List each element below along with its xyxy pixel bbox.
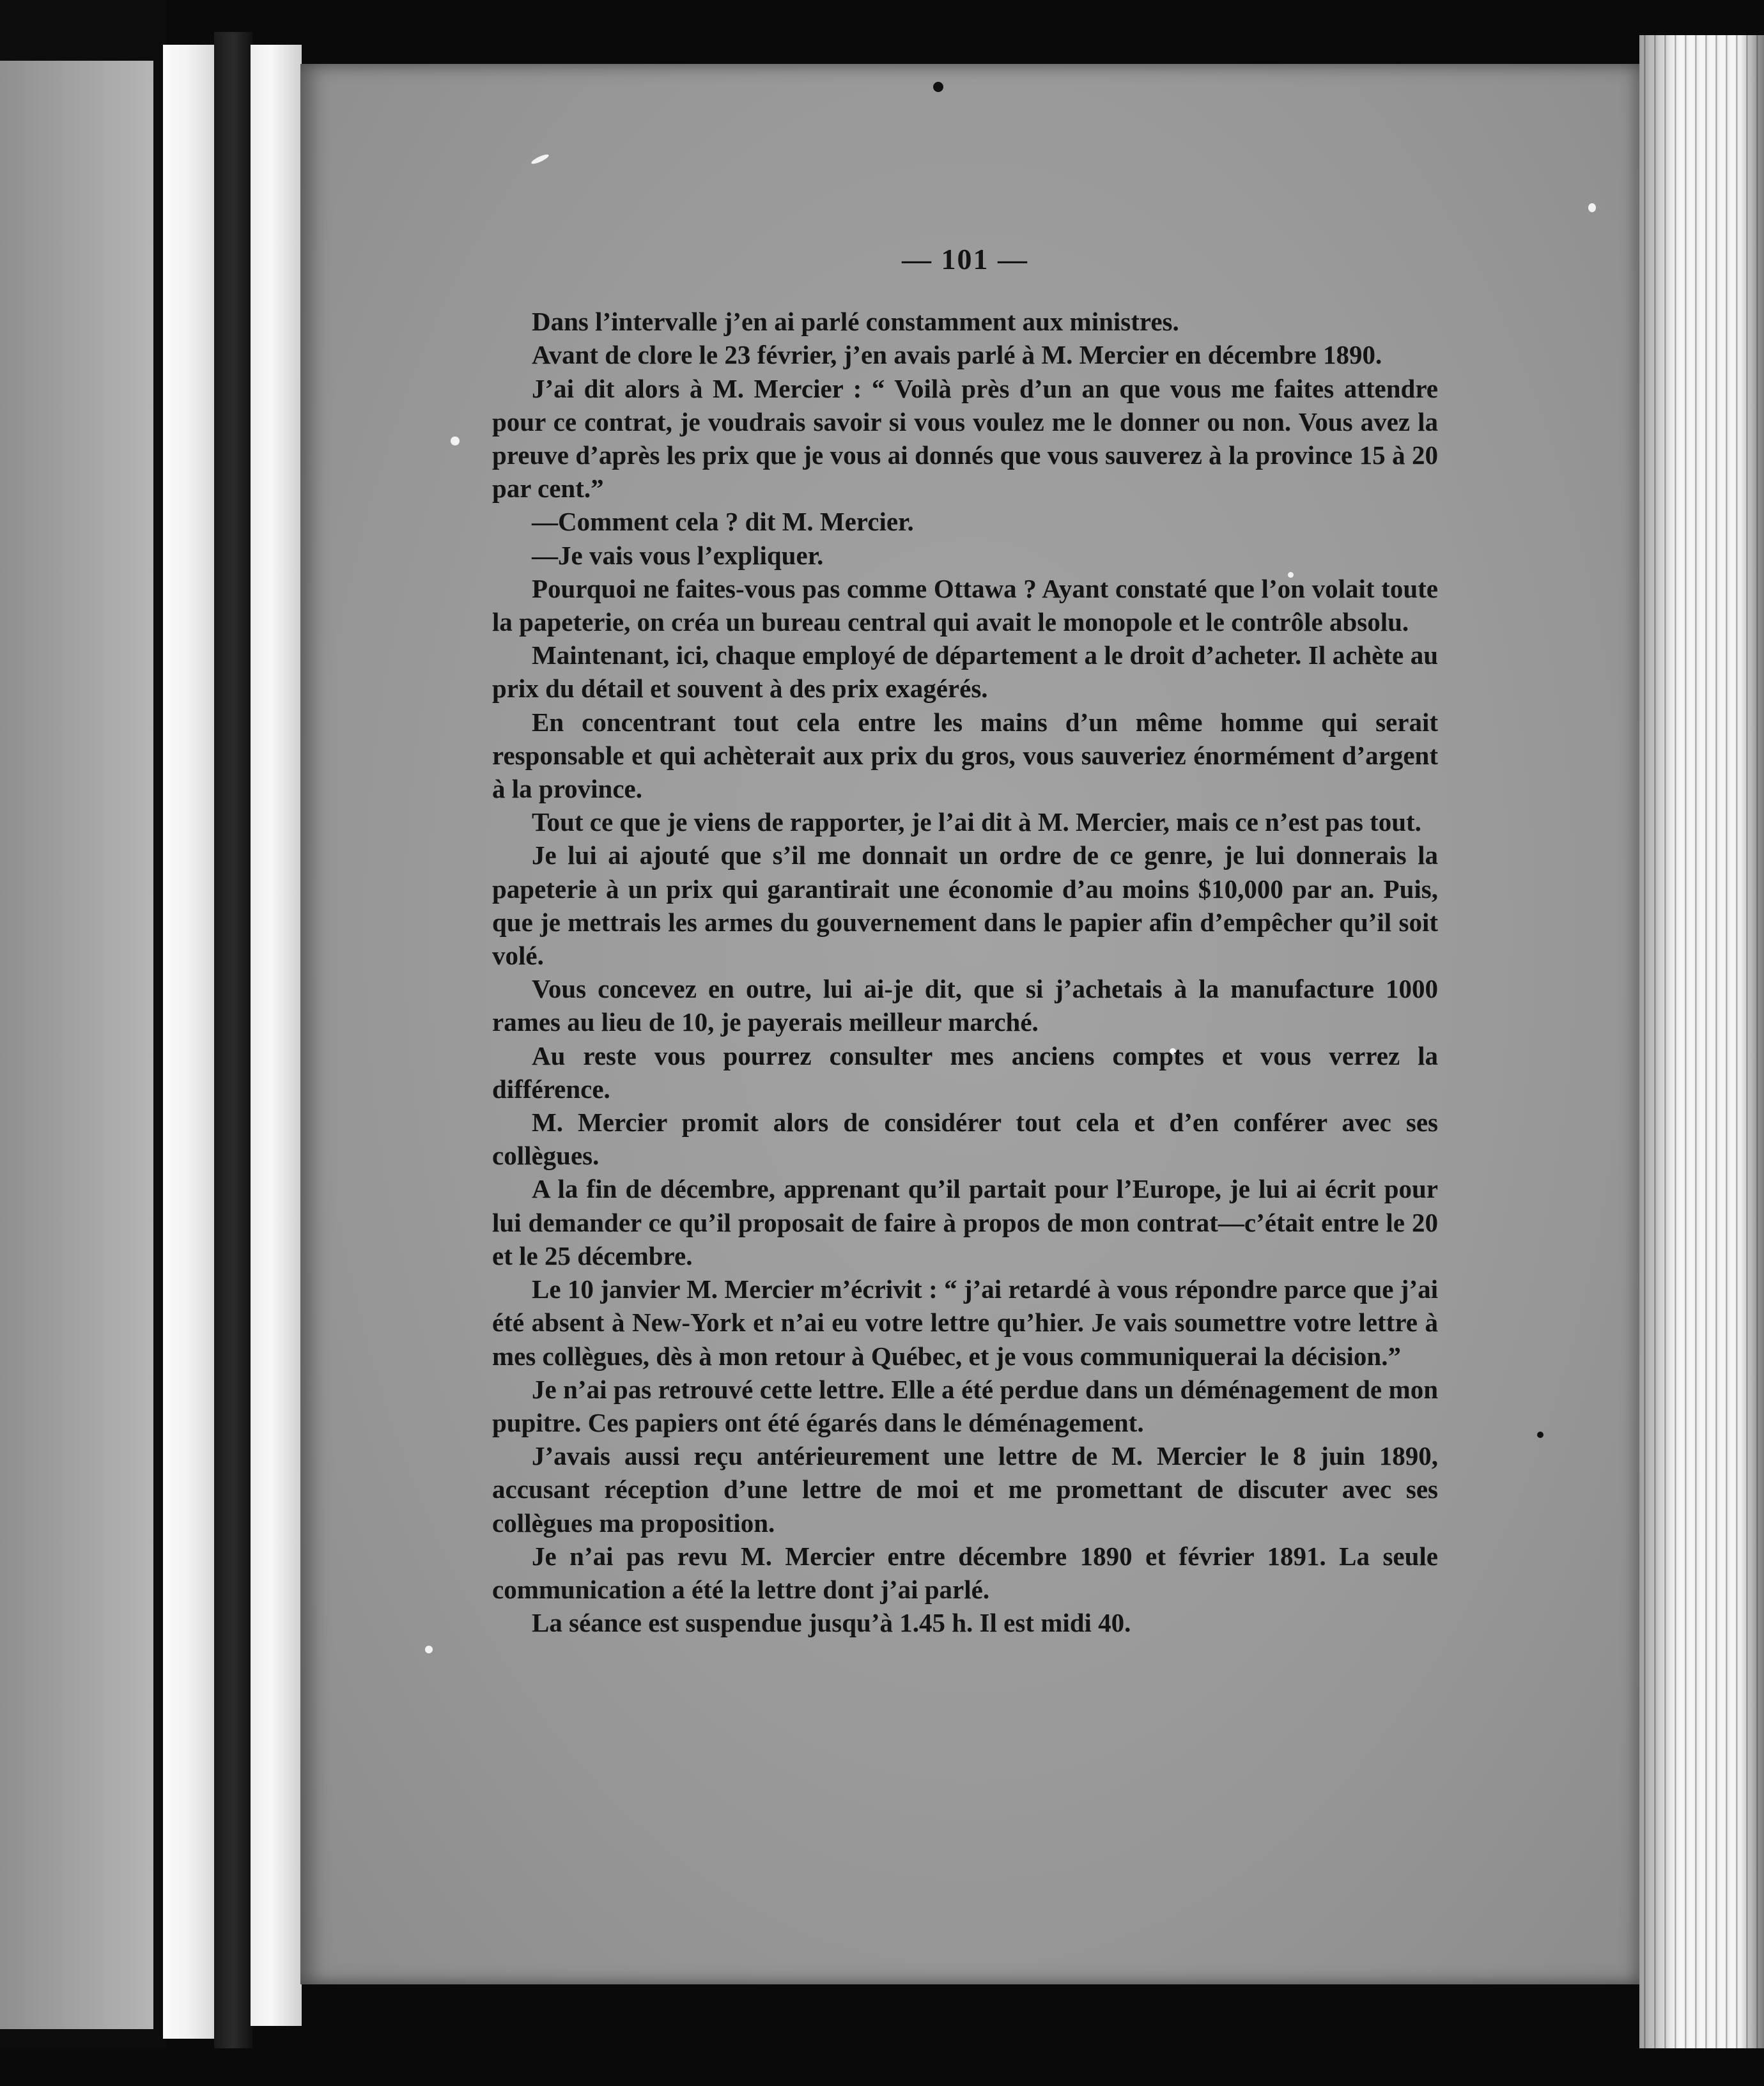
paragraph: M. Mercier promit alors de considérer tout cela et d’en conférer avec ses collègues. [492,1108,1438,1171]
paragraph: Le 10 janvier M. Mercier m’écrivit : “ j’ai retardé à vous répondre parce que j’ai été absent à New-York et n’ai eu votre lettre qu’hier. Je vais soumettre votre lettre à mes collègues, dès à mon retour à Québec, et je vous communiquerai la décision.” [492,1274,1438,1371]
bottom-dark-margin [0,2048,1764,2086]
paragraph: Dans l’intervalle j’en ai parlé constamment aux ministres. [532,307,1179,337]
paragraph: Tout ce que je viens de rapporter, je l’ai dit à M. Mercier, mais ce n’est pas tout. [532,807,1421,837]
paragraph: En concentrant tout cela entre les mains d’un même homme qui serait responsable et qui achèterait aux prix du gros, vous sauveriez énormément d’argent à la province. [492,707,1438,804]
paragraph: J’avais aussi reçu antérieurement une lettre de M. Mercier le 8 juin 1890, accusant réception d’une lettre de moi et me promettant de discuter avec ses collègues ma proposition. [492,1441,1438,1538]
paragraph: Je n’ai pas retrouvé cette lettre. Elle a été perdue dans un déménagement de mon pupitre. Ces papiers ont été égarés dans le déménagement. [492,1374,1438,1437]
paragraph: Pourquoi ne faites-vous pas comme Ottawa ? Ayant constaté que l’on volait toute la papeterie, on créa un bureau central qui avait le monopole et le contrôle absolu. [492,573,1438,637]
page-number: — 101 — [902,243,1028,275]
paragraph: Je lui ai ajouté que s’il me donnait un ordre de ce genre, je lui donnerais la papeterie à un prix qui garantirait une économie d’au moins $10,000 par an. Puis, que je mettrais les armes du gouvernement dans le papier afin d’empêcher qu’il soit volé. [492,840,1438,971]
book-gutter [214,32,252,2051]
scan-speck [1588,203,1596,212]
scan-speck [451,437,460,445]
paragraph: Au reste vous pourrez consulter mes anciens comptes et vous verrez la différence. [492,1040,1438,1104]
scan-speck [1537,1432,1544,1438]
paragraph: —Comment cela ? dit M. Mercier. [532,507,914,537]
paragraph: Avant de clore le 23 février, j’en avais parlé à M. Mercier en décembre 1890. [532,340,1382,370]
scan-speck [425,1646,433,1653]
paragraph: Vous concevez en outre, lui ai-je dit, que si j’achetais à la manufacture 1000 rames au lieu de 10, je payerais meilleur marché. [492,974,1438,1037]
left-page-fragment [0,61,153,2029]
page-stack-shadow [1639,35,1764,2067]
scan-speck [933,82,943,92]
paragraph: Maintenant, ici, chaque employé de département a le droit d’acheter. Il achète au prix du détail et souvent à des prix exagérés. [492,640,1438,704]
paragraph: —Je vais vous l’expliquer. [532,540,824,570]
paragraph: Je n’ai pas revu M. Mercier entre décembre 1890 et février 1891. La seule communication a été la lettre dont j’ai parlé. [492,1541,1438,1604]
paragraph-list [492,305,1438,1639]
left-page-edge [163,45,214,2039]
paragraph: La séance est suspendue jusqu’à 1.45 h. Il est midi 40. [532,1608,1131,1638]
paragraph: J’ai dit alors à M. Mercier : “ Voilà près d’un an que vous me faites attendre pour ce contrat, je voudrais savoir si vous voulez me le donner ou non. Vous avez la preuve d’après les prix que je vous ai donnés que vous sauverez à la province 15 à 20 par cent.” [492,373,1438,504]
page-text [492,243,1438,1639]
paragraph: A la fin de décembre, apprenant qu’il partait pour l’Europe, je lui ai écrit pour lui demander ce qu’il proposait de faire à propos de mon contrat—c’était entre le 20 et le 25 décembre. [492,1174,1438,1271]
inner-page-edge [251,45,302,2026]
